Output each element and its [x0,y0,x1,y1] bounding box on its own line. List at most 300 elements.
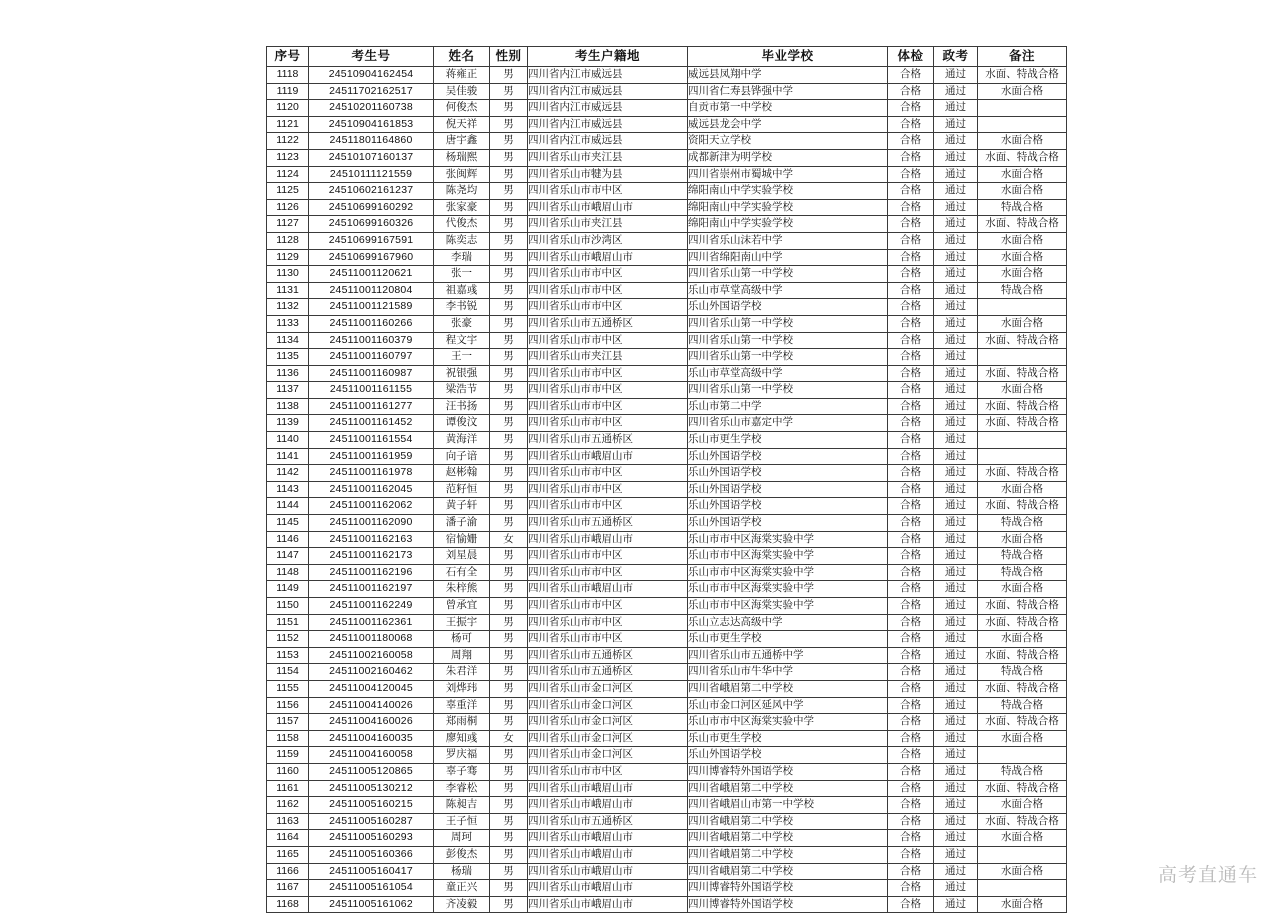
cell-political: 通过 [934,564,978,581]
table-row [267,100,1067,117]
cell-physical: 合格 [888,100,934,117]
cell-seq: 1129 [267,249,309,266]
cell-domicile: 四川省乐山市市中区 [528,332,688,349]
cell-remark: 水面、特战合格 [978,332,1067,349]
cell-seq: 1127 [267,216,309,233]
cell-name: 朱梓熊 [434,581,490,598]
cell-remark: 水面、特战合格 [978,398,1067,415]
cell-remark: 水面、特战合格 [978,498,1067,515]
table-row [267,83,1067,100]
cell-domicile: 四川省乐山市五通桥区 [528,432,688,449]
cell-exam-number: 24511001162249 [309,598,434,615]
cell-physical: 合格 [888,67,934,84]
cell-gender: 男 [490,100,528,117]
cell-political: 通过 [934,498,978,515]
cell-school: 威远县凤翔中学 [688,67,888,84]
cell-gender: 男 [490,631,528,648]
cell-domicile: 四川省乐山市峨眉山市 [528,846,688,863]
cell-domicile: 四川省乐山市市中区 [528,598,688,615]
cell-domicile: 四川省乐山市峨眉山市 [528,880,688,897]
cell-gender: 男 [490,398,528,415]
cell-name: 李瑞 [434,249,490,266]
cell-gender: 男 [490,598,528,615]
cell-gender: 男 [490,481,528,498]
cell-political: 通过 [934,149,978,166]
cell-name: 杨可 [434,631,490,648]
cell-seq: 1141 [267,448,309,465]
cell-physical: 合格 [888,83,934,100]
cell-gender: 男 [490,747,528,764]
cell-school: 乐山市更生学校 [688,631,888,648]
cell-exam-number: 24511001161554 [309,432,434,449]
cell-name: 陈奕志 [434,232,490,249]
cell-domicile: 四川省乐山市峨眉山市 [528,199,688,216]
cell-physical: 合格 [888,448,934,465]
table-row [267,166,1067,183]
cell-remark [978,880,1067,897]
table-row [267,896,1067,913]
cell-physical: 合格 [888,332,934,349]
cell-school: 乐山外国语学校 [688,448,888,465]
cell-political: 通过 [934,100,978,117]
cell-exam-number: 24511702162517 [309,83,434,100]
cell-physical: 合格 [888,747,934,764]
cell-school: 乐山市草堂高级中学 [688,282,888,299]
cell-seq: 1148 [267,564,309,581]
table-row [267,747,1067,764]
cell-name: 祖嘉彧 [434,282,490,299]
cell-exam-number: 24511005160293 [309,830,434,847]
cell-name: 王振宇 [434,614,490,631]
cell-remark [978,448,1067,465]
cell-exam-number: 24511001161452 [309,415,434,432]
cell-domicile: 四川省乐山市市中区 [528,564,688,581]
cell-physical: 合格 [888,481,934,498]
cell-seq: 1149 [267,581,309,598]
cell-physical: 合格 [888,515,934,532]
table-row [267,266,1067,283]
cell-domicile: 四川省乐山市市中区 [528,282,688,299]
cell-political: 通过 [934,863,978,880]
cell-gender: 男 [490,432,528,449]
table-row [267,282,1067,299]
cell-remark: 水面合格 [978,183,1067,200]
cell-gender: 男 [490,67,528,84]
cell-political: 通过 [934,598,978,615]
cell-gender: 男 [490,813,528,830]
cell-political: 通过 [934,415,978,432]
table-row [267,432,1067,449]
cell-name: 程文宇 [434,332,490,349]
cell-exam-number: 24511001120621 [309,266,434,283]
cell-seq: 1130 [267,266,309,283]
cell-name: 张豪 [434,315,490,332]
cell-name: 石有全 [434,564,490,581]
cell-domicile: 四川省乐山市五通桥区 [528,647,688,664]
cell-physical: 合格 [888,166,934,183]
cell-domicile: 四川省乐山市金口河区 [528,680,688,697]
cell-political: 通过 [934,763,978,780]
cell-school: 绵阳南山中学实验学校 [688,183,888,200]
cell-seq: 1139 [267,415,309,432]
cell-name: 刘星晨 [434,548,490,565]
cell-physical: 合格 [888,797,934,814]
table-row [267,730,1067,747]
cell-remark: 特战合格 [978,282,1067,299]
cell-remark: 特战合格 [978,564,1067,581]
cell-physical: 合格 [888,697,934,714]
cell-domicile: 四川省乐山市峨眉山市 [528,581,688,598]
cell-political: 通过 [934,315,978,332]
cell-school: 四川博睿特外国语学校 [688,763,888,780]
cell-remark [978,432,1067,449]
cell-seq: 1142 [267,465,309,482]
cell-political: 通过 [934,382,978,399]
cell-name: 周珂 [434,830,490,847]
cell-name: 李书锐 [434,299,490,316]
cell-exam-number: 24511005160287 [309,813,434,830]
cell-gender: 男 [490,349,528,366]
cell-remark: 水面合格 [978,83,1067,100]
cell-physical: 合格 [888,614,934,631]
cell-name: 宿愉姗 [434,531,490,548]
cell-school: 四川博睿特外国语学校 [688,880,888,897]
cell-political: 通过 [934,266,978,283]
table-row [267,133,1067,150]
cell-exam-number: 24511001160379 [309,332,434,349]
cell-school: 乐山市草堂高级中学 [688,365,888,382]
cell-political: 通过 [934,67,978,84]
table-row [267,515,1067,532]
cell-physical: 合格 [888,631,934,648]
cell-school: 威远县龙会中学 [688,116,888,133]
cell-exam-number: 24511005120865 [309,763,434,780]
cell-remark: 水面、特战合格 [978,67,1067,84]
cell-domicile: 四川省乐山市市中区 [528,382,688,399]
cell-seq: 1162 [267,797,309,814]
cell-exam-number: 24511005160366 [309,846,434,863]
table-row [267,714,1067,731]
cell-physical: 合格 [888,647,934,664]
cell-school: 自贡市第一中学校 [688,100,888,117]
cell-school: 乐山外国语学校 [688,481,888,498]
cell-exam-number: 24511001162197 [309,581,434,598]
cell-seq: 1124 [267,166,309,183]
cell-seq: 1164 [267,830,309,847]
cell-seq: 1138 [267,398,309,415]
cell-political: 通过 [934,631,978,648]
cell-remark [978,299,1067,316]
cell-name: 李睿松 [434,780,490,797]
table-row [267,398,1067,415]
cell-name: 王子恒 [434,813,490,830]
cell-school: 四川省乐山第一中学校 [688,332,888,349]
watermark-label: 高考直通车 [1157,865,1258,886]
cell-political: 通过 [934,797,978,814]
cell-exam-number: 24510904162454 [309,67,434,84]
cell-domicile: 四川省内江市威远县 [528,100,688,117]
cell-seq: 1131 [267,282,309,299]
cell-school: 四川省乐山市嘉定中学 [688,415,888,432]
table-row [267,448,1067,465]
cell-name: 范籽恒 [434,481,490,498]
cell-name: 辜重洋 [434,697,490,714]
cell-remark: 水面、特战合格 [978,647,1067,664]
cell-physical: 合格 [888,133,934,150]
cell-remark: 水面、特战合格 [978,365,1067,382]
cell-gender: 男 [490,863,528,880]
cell-school: 四川博睿特外国语学校 [688,896,888,913]
cell-domicile: 四川省乐山市市中区 [528,481,688,498]
cell-school: 四川省乐山第一中学校 [688,266,888,283]
cell-name: 黄海洋 [434,432,490,449]
cell-remark: 水面、特战合格 [978,149,1067,166]
cell-seq: 1147 [267,548,309,565]
cell-domicile: 四川省乐山市峨眉山市 [528,896,688,913]
header-col-political: 政考 [934,47,978,67]
cell-physical: 合格 [888,581,934,598]
cell-physical: 合格 [888,149,934,166]
table-row [267,481,1067,498]
cell-name: 张家豪 [434,199,490,216]
cell-school: 乐山市市中区海棠实验中学 [688,564,888,581]
cell-gender: 男 [490,714,528,731]
cell-gender: 男 [490,498,528,515]
cell-physical: 合格 [888,863,934,880]
table-row [267,183,1067,200]
cell-physical: 合格 [888,382,934,399]
cell-seq: 1123 [267,149,309,166]
cell-school: 乐山外国语学校 [688,515,888,532]
cell-exam-number: 24511001162062 [309,498,434,515]
cell-seq: 1133 [267,315,309,332]
cell-remark: 特战合格 [978,664,1067,681]
cell-political: 通过 [934,581,978,598]
cell-seq: 1125 [267,183,309,200]
cell-domicile: 四川省乐山市峨眉山市 [528,448,688,465]
cell-domicile: 四川省乐山市夹江县 [528,349,688,366]
cell-remark [978,116,1067,133]
cell-domicile: 四川省乐山市市中区 [528,183,688,200]
cell-physical: 合格 [888,349,934,366]
table-row [267,349,1067,366]
cell-physical: 合格 [888,315,934,332]
cell-exam-number: 24511001180068 [309,631,434,648]
cell-gender: 男 [490,216,528,233]
cell-exam-number: 24511004160035 [309,730,434,747]
cell-school: 四川省峨眉第二中学校 [688,863,888,880]
cell-gender: 男 [490,797,528,814]
cell-seq: 1150 [267,598,309,615]
table-row [267,315,1067,332]
cell-exam-number: 24511001162163 [309,531,434,548]
cell-domicile: 四川省乐山市峨眉山市 [528,797,688,814]
cell-name: 何俊杰 [434,100,490,117]
header-col-name: 姓名 [434,47,490,67]
cell-gender: 男 [490,266,528,283]
cell-political: 通过 [934,432,978,449]
cell-seq: 1120 [267,100,309,117]
table-row [267,149,1067,166]
cell-school: 四川省峨眉第二中学校 [688,780,888,797]
cell-seq: 1128 [267,232,309,249]
cell-gender: 男 [490,448,528,465]
cell-exam-number: 24511001121589 [309,299,434,316]
cell-seq: 1154 [267,664,309,681]
cell-domicile: 四川省乐山市犍为县 [528,166,688,183]
cell-exam-number: 24510699167591 [309,232,434,249]
cell-domicile: 四川省乐山市峨眉山市 [528,249,688,266]
cell-political: 通过 [934,299,978,316]
cell-political: 通过 [934,282,978,299]
cell-exam-number: 24510699167960 [309,249,434,266]
cell-domicile: 四川省内江市威远县 [528,83,688,100]
cell-school: 乐山立志达高级中学 [688,614,888,631]
header-col-seq: 序号 [267,47,309,67]
cell-domicile: 四川省乐山市夹江县 [528,149,688,166]
cell-political: 通过 [934,614,978,631]
cell-seq: 1132 [267,299,309,316]
table-row [267,564,1067,581]
table-row [267,216,1067,233]
cell-remark: 水面合格 [978,166,1067,183]
cell-seq: 1143 [267,481,309,498]
cell-gender: 男 [490,830,528,847]
cell-seq: 1159 [267,747,309,764]
cell-physical: 合格 [888,398,934,415]
cell-name: 罗庆福 [434,747,490,764]
cell-exam-number: 24511001162045 [309,481,434,498]
header-row [267,47,1067,67]
cell-domicile: 四川省乐山市峨眉山市 [528,780,688,797]
cell-domicile: 四川省乐山市金口河区 [528,697,688,714]
cell-physical: 合格 [888,564,934,581]
cell-physical: 合格 [888,266,934,283]
cell-political: 通过 [934,133,978,150]
cell-school: 乐山市金口河区延风中学 [688,697,888,714]
cell-exam-number: 24511001161277 [309,398,434,415]
cell-domicile: 四川省乐山市市中区 [528,614,688,631]
cell-exam-number: 24511005130212 [309,780,434,797]
cell-political: 通过 [934,183,978,200]
cell-physical: 合格 [888,880,934,897]
table-row [267,598,1067,615]
cell-exam-number: 24510699160292 [309,199,434,216]
cell-exam-number: 24510201160738 [309,100,434,117]
cell-remark: 水面合格 [978,730,1067,747]
cell-exam-number: 24510107160137 [309,149,434,166]
cell-school: 乐山市第二中学 [688,398,888,415]
cell-physical: 合格 [888,763,934,780]
cell-domicile: 四川省乐山市市中区 [528,763,688,780]
table-row [267,116,1067,133]
cell-gender: 男 [490,548,528,565]
cell-domicile: 四川省乐山市五通桥区 [528,515,688,532]
cell-gender: 男 [490,116,528,133]
cell-seq: 1166 [267,863,309,880]
cell-gender: 男 [490,249,528,266]
cell-physical: 合格 [888,498,934,515]
cell-exam-number: 24511001162196 [309,564,434,581]
header-col-gender: 性别 [490,47,528,67]
cell-gender: 男 [490,647,528,664]
cell-seq: 1135 [267,349,309,366]
cell-remark: 特战合格 [978,697,1067,714]
cell-physical: 合格 [888,680,934,697]
cell-name: 杨瑞熙 [434,149,490,166]
cell-seq: 1155 [267,680,309,697]
cell-political: 通过 [934,896,978,913]
cell-gender: 男 [490,166,528,183]
cell-physical: 合格 [888,465,934,482]
cell-gender: 男 [490,680,528,697]
cell-political: 通过 [934,365,978,382]
cell-name: 向子谙 [434,448,490,465]
cell-remark [978,747,1067,764]
cell-political: 通过 [934,880,978,897]
cell-physical: 合格 [888,365,934,382]
table-row [267,199,1067,216]
table-row [267,797,1067,814]
table-row [267,548,1067,565]
cell-school: 四川省乐山市五通桥中学 [688,647,888,664]
cell-physical: 合格 [888,299,934,316]
cell-domicile: 四川省内江市威远县 [528,116,688,133]
cell-seq: 1126 [267,199,309,216]
cell-school: 四川省峨眉山市第一中学校 [688,797,888,814]
cell-remark: 水面合格 [978,896,1067,913]
table-row [267,780,1067,797]
cell-name: 刘烨玮 [434,680,490,697]
cell-political: 通过 [934,232,978,249]
cell-gender: 男 [490,763,528,780]
cell-school: 成都新津为明学校 [688,149,888,166]
cell-gender: 男 [490,83,528,100]
table-row [267,846,1067,863]
cell-gender: 男 [490,415,528,432]
cell-school: 四川省峨眉第二中学校 [688,830,888,847]
cell-remark: 水面、特战合格 [978,415,1067,432]
cell-physical: 合格 [888,664,934,681]
cell-remark: 特战合格 [978,199,1067,216]
cell-exam-number: 24511002160462 [309,664,434,681]
cell-remark: 水面、特战合格 [978,813,1067,830]
cell-political: 通过 [934,481,978,498]
cell-school: 资阳天立学校 [688,133,888,150]
cell-exam-number: 24511004120045 [309,680,434,697]
cell-remark: 水面、特战合格 [978,714,1067,731]
cell-remark: 水面、特战合格 [978,780,1067,797]
cell-remark: 水面合格 [978,481,1067,498]
cell-name: 唐宇鑫 [434,133,490,150]
cell-school: 四川省绵阳南山中学 [688,249,888,266]
cell-remark: 水面合格 [978,797,1067,814]
cell-school: 四川省乐山市牛华中学 [688,664,888,681]
cell-political: 通过 [934,730,978,747]
cell-domicile: 四川省乐山市峨眉山市 [528,863,688,880]
cell-gender: 男 [490,133,528,150]
table-row [267,67,1067,84]
cell-political: 通过 [934,166,978,183]
cell-seq: 1168 [267,896,309,913]
cell-seq: 1165 [267,846,309,863]
cell-physical: 合格 [888,714,934,731]
cell-name: 黄子轩 [434,498,490,515]
cell-physical: 合格 [888,896,934,913]
table-row [267,647,1067,664]
cell-seq: 1158 [267,730,309,747]
cell-exam-number: 24511001160266 [309,315,434,332]
